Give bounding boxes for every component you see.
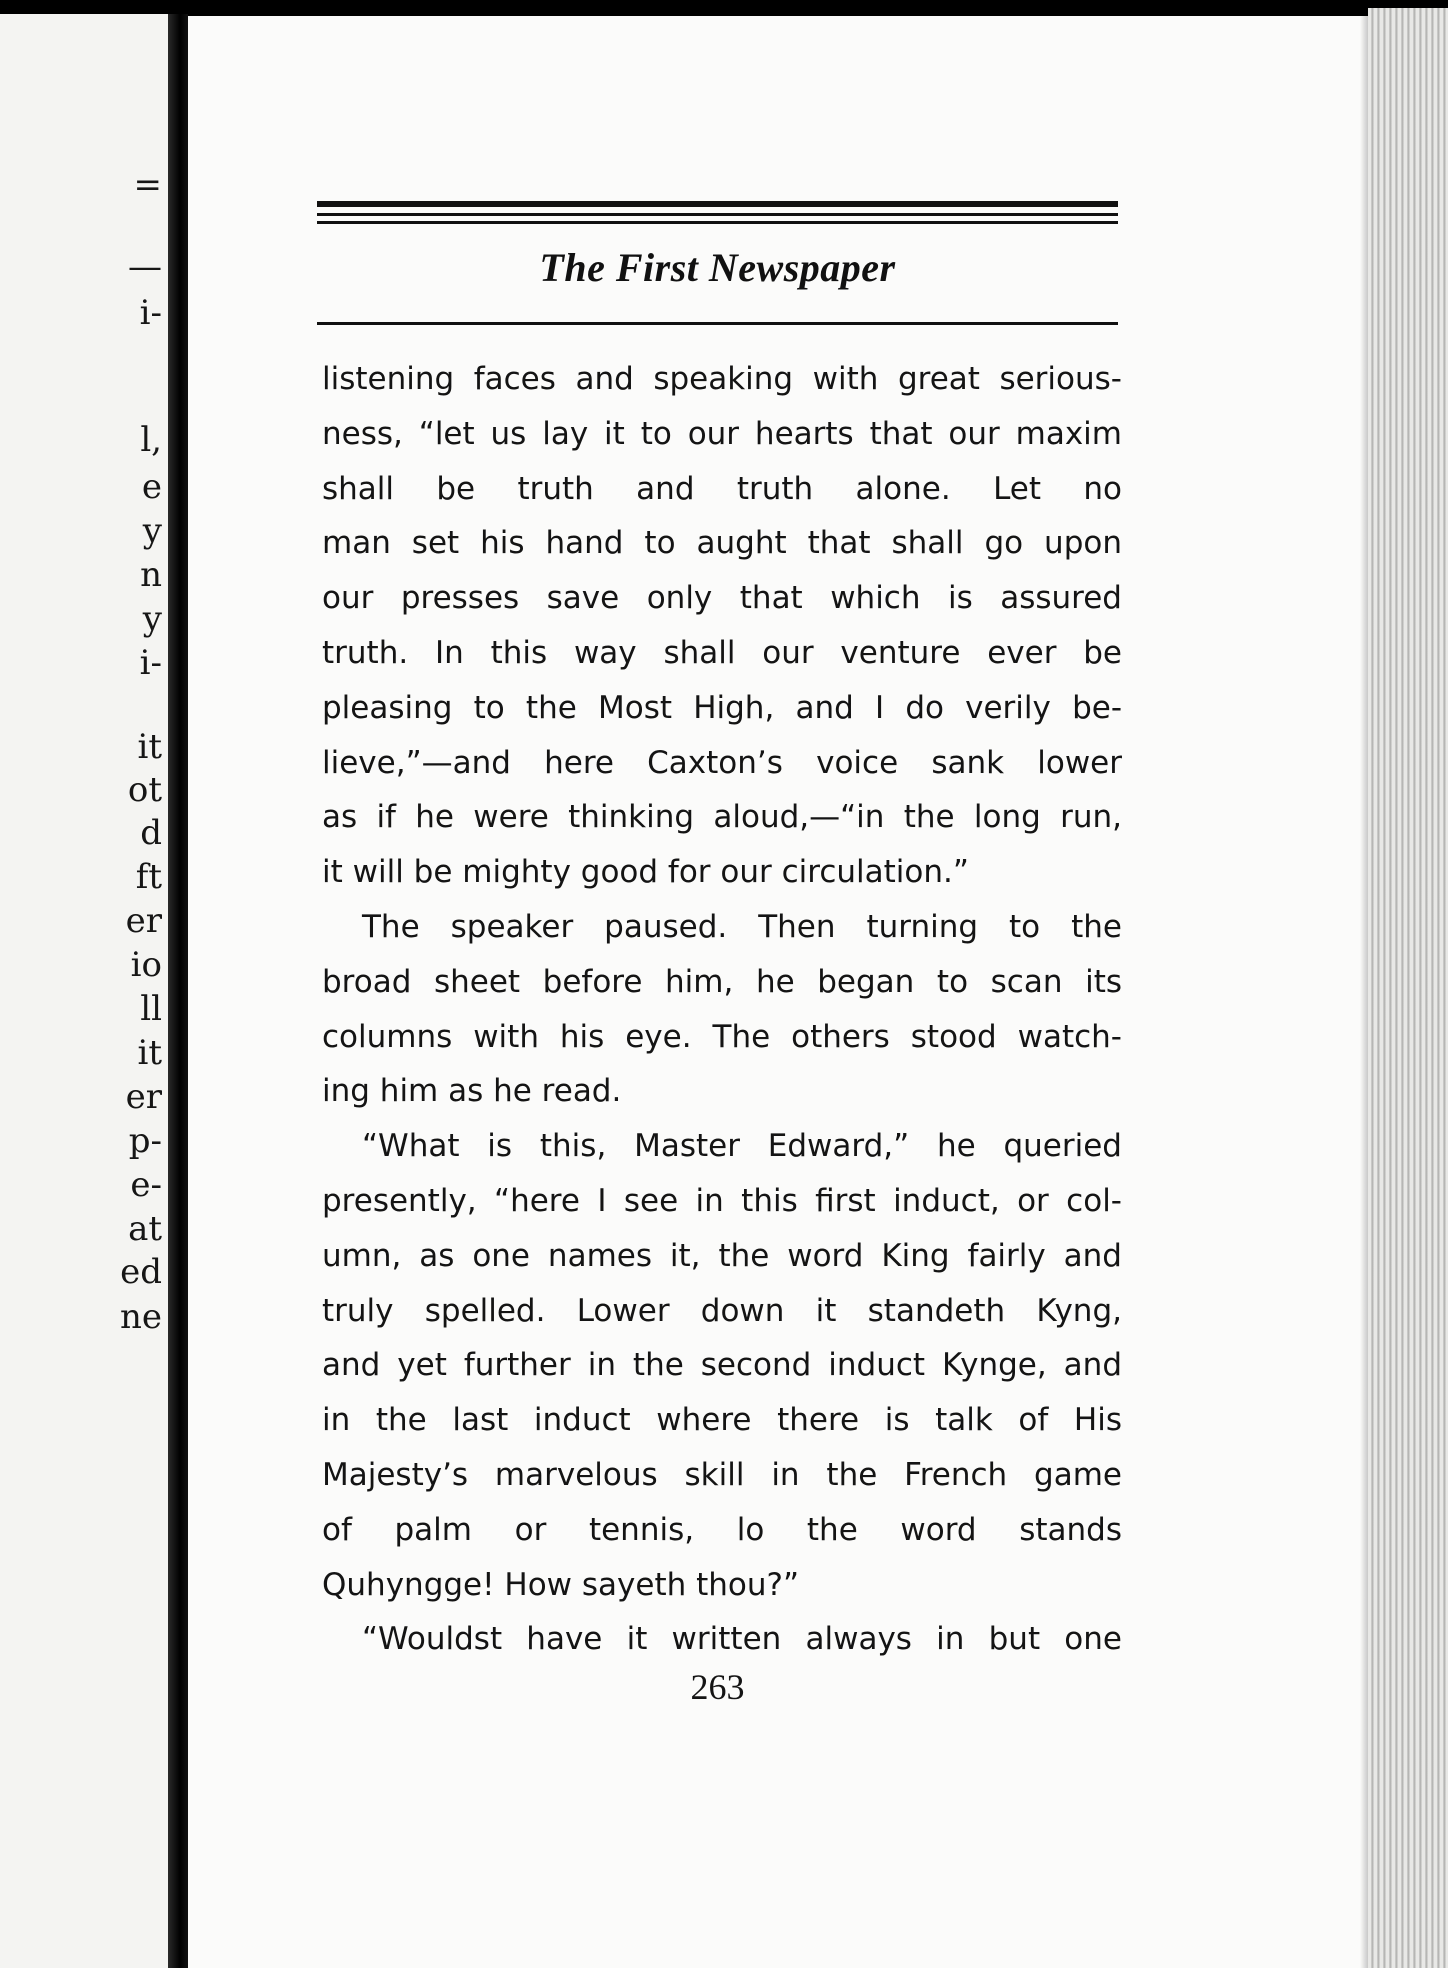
left-page-fragment: n <box>140 555 162 595</box>
left-page-fragment: p- <box>128 1121 162 1161</box>
left-page-fragment: io <box>130 945 162 985</box>
text-line: man set his hand to aught that shall go upon <box>322 525 1122 562</box>
left-page-fragment: e <box>141 467 162 507</box>
left-page-fragment: l, <box>140 420 162 460</box>
left-page-fragment: y <box>142 511 162 551</box>
text-line: shall be truth and truth alone. Let no <box>322 470 1122 507</box>
text-line: listening faces and speaking with great serious- <box>322 361 1122 397</box>
text-line: it will be mighty good for our circulation.” <box>322 854 969 891</box>
text-line: pleasing to the Most High, and I do verily be- <box>322 689 1122 726</box>
body-text <box>322 352 1122 1667</box>
left-page-fragment: it <box>137 1033 162 1073</box>
text-line: ing him as he read. <box>322 1073 622 1110</box>
left-page-fragment: at <box>128 1209 162 1249</box>
text-line: lieve,”—and here Caxton’s voice sank lower <box>322 744 1122 781</box>
text-line: of palm or tennis, lo the word stands <box>322 1511 1122 1548</box>
header-rule-thin-1 <box>317 213 1118 216</box>
text-line: presently, “here I see in this first induct, or col- <box>322 1182 1122 1219</box>
text-line: Quhyngge! How sayeth thou?” <box>322 1566 800 1603</box>
text-line: as if he were thinking aloud,—“in the long run, <box>322 799 1122 836</box>
text-line: and yet further in the second induct Kynge, and <box>322 1347 1122 1384</box>
left-page-fragment: i- <box>139 643 162 683</box>
left-page-fragment: ft <box>135 857 162 897</box>
left-page-fragment: ll <box>140 989 162 1029</box>
left-page-fragment: ot <box>127 770 162 810</box>
text-line: truly spelled. Lower down it standeth Kyng, <box>322 1292 1122 1329</box>
left-page-fragment: er <box>125 1077 162 1117</box>
book-gutter <box>168 14 188 1968</box>
text-line: Majesty’s marvelous skill in the French game <box>322 1456 1122 1493</box>
header-rule-thin-2 <box>317 221 1118 224</box>
text-line: truth. In this way shall our venture ever be <box>322 634 1122 671</box>
left-facing-page <box>0 14 168 1968</box>
left-page-fragment: er <box>125 901 162 941</box>
text-line: “Wouldst have it written always in but one <box>362 1621 1122 1658</box>
left-page-fragment: d <box>140 813 162 853</box>
text-line: our presses save only that which is assured <box>322 580 1122 617</box>
left-page-fragment: it <box>137 727 162 767</box>
header-rule-thick <box>317 201 1118 207</box>
left-page-fragment: ne <box>119 1297 162 1337</box>
left-page-fragment: e- <box>130 1165 162 1205</box>
text-line: columns with his eye. The others stood watch- <box>322 1018 1122 1055</box>
text-line: ness, “let us lay it to our hearts that our maxim <box>322 415 1122 452</box>
left-page-fragment: i- <box>139 293 162 333</box>
text-line: The speaker paused. Then turning to the <box>362 908 1122 945</box>
text-line: umn, as one names it, the word King fairly and <box>322 1237 1122 1274</box>
page-stack-edge <box>1368 8 1448 1968</box>
left-page-fragment: ed <box>120 1252 162 1292</box>
text-line: broad sheet before him, he began to scan its <box>322 963 1122 1000</box>
text-line: in the last induct where there is talk of His <box>322 1402 1122 1439</box>
header-rule-bottom <box>317 322 1118 325</box>
left-page-fragment: y <box>142 599 162 639</box>
left-page-text-fragments <box>0 14 168 1968</box>
running-title: The First Newspaper <box>539 245 896 290</box>
page-number: 263 <box>690 1667 745 1707</box>
left-page-fragment: — <box>128 247 162 287</box>
left-page-fragment: = <box>133 165 162 205</box>
text-line: “What is this, Master Edward,” he queried <box>362 1128 1122 1165</box>
